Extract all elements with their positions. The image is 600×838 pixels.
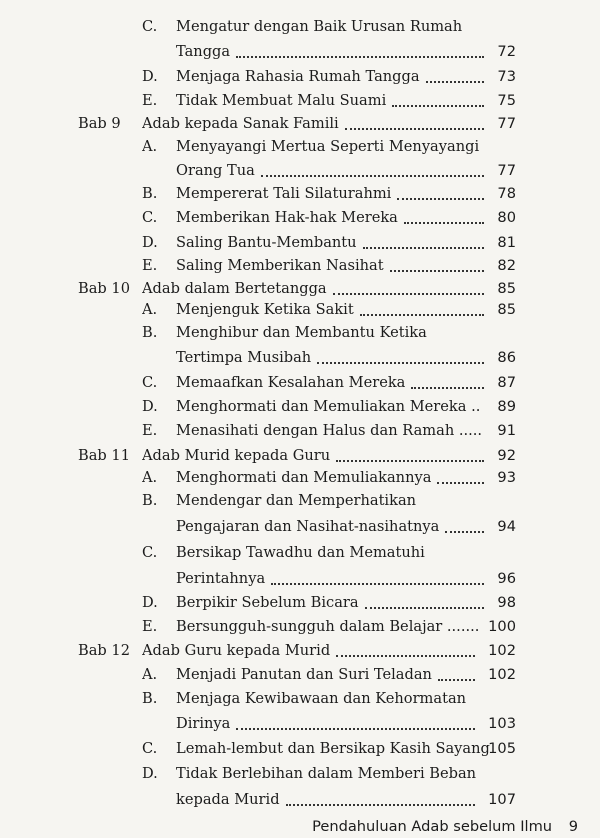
entry-title: Orang Tua	[176, 162, 255, 179]
dot-leader	[341, 112, 489, 136]
page-number: 107	[488, 791, 516, 808]
dot-leader	[400, 206, 489, 230]
item-letter: E.	[142, 92, 158, 109]
item-letter: C.	[142, 209, 158, 226]
entry-title: Bersungguh-sungguh dalam Belajar .......	[176, 618, 480, 635]
item-letter: E.	[142, 618, 158, 635]
entry-title: Tidak Berlebihan dalam Memberi Beban	[176, 765, 477, 782]
dot-leader	[267, 567, 489, 591]
dot-leader	[313, 346, 489, 370]
item-letter: D.	[142, 234, 158, 251]
entry-title: Memaafkan Kesalahan Mereka	[176, 374, 406, 391]
dot-leader	[433, 466, 489, 490]
page-number: 96	[497, 570, 516, 587]
page-number: 102	[488, 666, 516, 683]
page-number: 77	[497, 162, 516, 179]
page-number: 103	[488, 715, 516, 732]
chapter-label: Bab 11	[78, 447, 130, 464]
entry-title: kepada Murid	[176, 791, 280, 808]
page-number: 89	[497, 398, 516, 415]
entry-title: Tangga	[176, 43, 231, 60]
chapter-title: Adab Murid kepada Guru	[142, 447, 331, 464]
dot-leader	[356, 298, 489, 322]
entry-title: Perintahnya	[176, 570, 266, 587]
chapter-label: Bab 9	[78, 115, 121, 132]
entry-title: Bersikap Tawadhu dan Mematuhi	[176, 544, 425, 561]
dot-leader	[434, 663, 480, 687]
page-number: 87	[497, 374, 516, 391]
page-number: 78	[497, 185, 516, 202]
item-letter: C.	[142, 740, 158, 757]
page-number: 91	[497, 422, 516, 439]
entry-title: Dirinya	[176, 715, 231, 732]
page-number: 94	[497, 518, 516, 535]
item-letter: B.	[142, 492, 158, 509]
dot-leader	[232, 40, 489, 64]
entry-title: Menjaga Rahasia Rumah Tangga	[176, 68, 420, 85]
chapter-title: Adab dalam Bertetangga	[142, 280, 327, 297]
page-number: 100	[488, 618, 516, 635]
entry-title: Menghormati dan Memuliakan Mereka ..	[176, 398, 481, 415]
dot-leader	[393, 182, 489, 206]
entry-title: Mempererat Tali Silaturahmi	[176, 185, 392, 202]
entry-title: Berpikir Sebelum Bicara	[176, 594, 359, 611]
entry-title: Menghibur dan Membantu Ketika	[176, 324, 427, 341]
dot-leader	[407, 371, 489, 395]
item-letter: A.	[142, 138, 158, 155]
item-letter: D.	[142, 398, 158, 415]
page-number: 73	[497, 68, 516, 85]
item-letter: C.	[142, 374, 158, 391]
footer-title: Pendahuluan Adab sebelum Ilmu	[312, 818, 553, 835]
dot-leader	[386, 254, 489, 278]
item-letter: A.	[142, 666, 158, 683]
chapter-title: Adab kepada Sanak Famili	[142, 115, 339, 132]
item-letter: B.	[142, 690, 158, 707]
chapter-label: Bab 10	[78, 280, 130, 297]
page-number: 93	[497, 469, 516, 486]
entry-title: Menjaga Kewibawaan dan Kehormatan	[176, 690, 467, 707]
page-number: 75	[497, 92, 516, 109]
entry-title: Mengatur dengan Baik Urusan Rumah	[176, 18, 463, 35]
entry-title: Saling Memberikan Nasihat	[176, 257, 384, 274]
entry-title: Menasihati dengan Halus dan Ramah .....	[176, 422, 483, 439]
page-number: 85	[497, 301, 516, 318]
entry-title: Menjenguk Ketika Sakit	[176, 301, 354, 318]
page-number: 86	[497, 349, 516, 366]
item-letter: E.	[142, 257, 158, 274]
entry-title: Pengajaran dan Nasihat-nasihatnya	[176, 518, 440, 535]
page-number: 105	[488, 740, 516, 757]
footer-page-number: 9	[568, 818, 578, 835]
dot-leader	[388, 89, 489, 113]
entry-title: Mendengar dan Memperhatikan	[176, 492, 417, 509]
entry-title: Lemah-lembut dan Bersikap Kasih Sayang	[176, 740, 490, 757]
entry-title: Memberikan Hak-hak Mereka	[176, 209, 398, 226]
item-letter: D.	[142, 68, 158, 85]
page-number: 80	[497, 209, 516, 226]
dot-leader	[332, 444, 489, 468]
entry-title: Menjadi Panutan dan Suri Teladan	[176, 666, 432, 683]
entry-title: Menyayangi Mertua Seperti Menyayangi	[176, 138, 480, 155]
dot-leader	[359, 231, 489, 255]
entry-title: Tertimpa Musibah	[176, 349, 312, 366]
entry-title: Tidak Membuat Malu Suami	[176, 92, 387, 109]
page-number: 72	[497, 43, 516, 60]
dot-leader	[232, 712, 480, 736]
page-number: 77	[497, 115, 516, 132]
item-letter: C.	[142, 544, 158, 561]
running-footer	[312, 816, 578, 838]
item-letter: B.	[142, 185, 158, 202]
dot-leader	[257, 159, 489, 183]
page-number: 82	[497, 257, 516, 274]
item-letter: A.	[142, 469, 158, 486]
chapter-title: Adab Guru kepada Murid	[142, 642, 331, 659]
item-letter: D.	[142, 594, 158, 611]
dot-leader	[422, 65, 489, 89]
dot-leader	[361, 591, 489, 615]
item-letter: A.	[142, 301, 158, 318]
page-number: 98	[497, 594, 516, 611]
dot-leader	[282, 788, 480, 812]
item-letter: E.	[142, 422, 158, 439]
page-number: 92	[497, 447, 516, 464]
chapter-label: Bab 12	[78, 642, 130, 659]
item-letter: B.	[142, 324, 158, 341]
page-number: 81	[497, 234, 516, 251]
dot-leader	[332, 639, 480, 663]
entry-title: Saling Bantu-Membantu	[176, 234, 357, 251]
page-number: 102	[488, 642, 516, 659]
entry-title: Menghormati dan Memuliakannya	[176, 469, 432, 486]
dot-leader	[441, 515, 489, 539]
item-letter: D.	[142, 765, 158, 782]
item-letter: C.	[142, 18, 158, 35]
page-number: 85	[497, 280, 516, 297]
